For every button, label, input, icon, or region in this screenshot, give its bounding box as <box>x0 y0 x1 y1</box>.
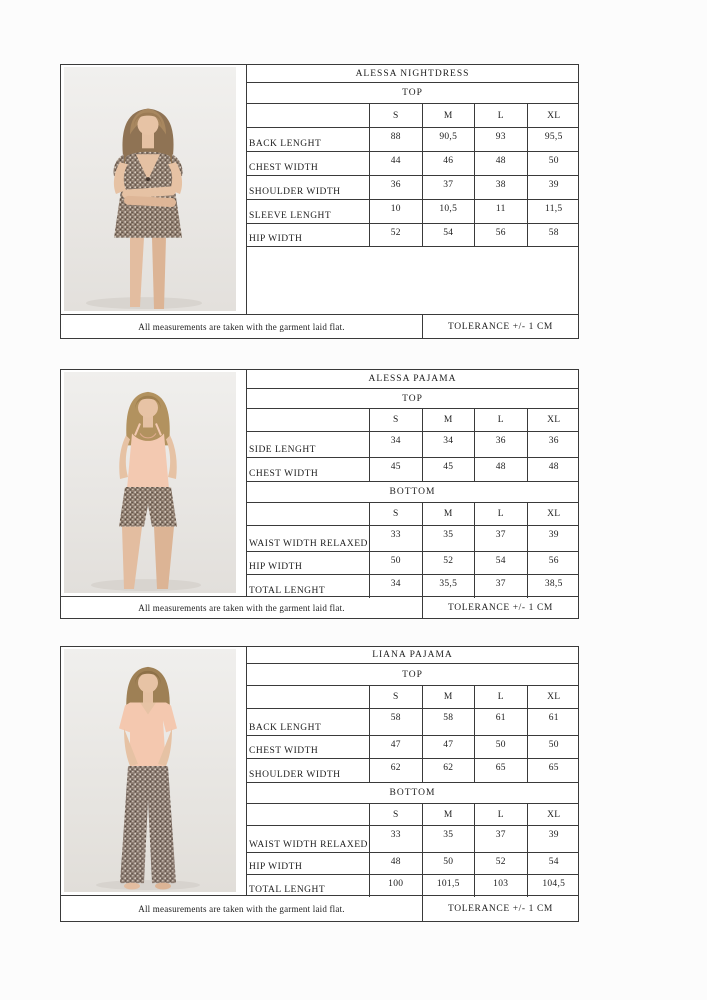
measurement-value: 36 <box>370 176 423 199</box>
size-header-cell: M <box>423 686 476 708</box>
measurement-value: 50 <box>475 736 528 758</box>
measurement-value: 50 <box>370 552 423 574</box>
measurement-value: 90,5 <box>423 128 476 151</box>
measurement-label: HIP WIDTH <box>247 853 370 874</box>
measurement-value: 38,5 <box>544 579 563 589</box>
measurement-value: 48 <box>370 853 423 874</box>
measurement-note: All measurements are taken with the garment laid flat. <box>61 896 423 921</box>
size-header-cell: XL <box>547 415 561 425</box>
photo-cell <box>61 647 247 895</box>
measurement-row <box>247 826 578 853</box>
measurement-label: WAIST WIDTH RELAXED <box>247 826 370 852</box>
measurement-value: 48 <box>475 458 528 481</box>
measurement-value: 38 <box>475 176 528 199</box>
size-header-cell: XL <box>547 509 561 519</box>
measurement-value: 10,5 <box>423 200 476 223</box>
measurement-value: 11 <box>475 200 528 223</box>
measurement-value: 58 <box>548 228 559 238</box>
measurement-label: SLEEVE LENGHT <box>247 200 370 223</box>
measurement-value: 36 <box>475 432 528 457</box>
measurement-value: 50 <box>548 156 559 166</box>
measurement-label: HIP WIDTH <box>247 552 370 574</box>
measurement-value: 48 <box>548 462 559 472</box>
measurement-value: 39 <box>548 830 559 840</box>
measurement-value: 37 <box>475 575 528 598</box>
size-header-empty-cell <box>247 503 370 525</box>
section-name: TOP <box>402 669 423 680</box>
measurement-value: 54 <box>423 224 476 246</box>
measurements-table <box>247 647 578 895</box>
measurement-value: 50 <box>548 740 559 750</box>
measurement-row <box>247 432 578 458</box>
measurement-value: 65 <box>548 763 559 773</box>
measurement-value: 52 <box>370 224 423 246</box>
pajama-pants-photo-illustration <box>64 649 236 892</box>
table-title: ALESSA PAJAMA <box>368 374 457 384</box>
nightdress-photo-illustration <box>64 67 236 311</box>
measurement-row <box>247 736 578 759</box>
measurement-value: 10 <box>370 200 423 223</box>
measurement-value: 48 <box>475 152 528 175</box>
measurement-value: 95,5 <box>544 132 563 142</box>
table-title-row <box>247 647 578 664</box>
table-footer <box>61 895 578 921</box>
measurements-table <box>247 370 578 596</box>
size-header-row <box>247 503 578 526</box>
measurement-value: 103 <box>475 875 528 897</box>
measurement-value: 88 <box>370 128 423 151</box>
size-header-empty-cell <box>247 409 370 431</box>
measurement-row <box>247 152 578 176</box>
section-name: BOTTOM <box>389 487 436 497</box>
section-bar-row <box>247 664 578 686</box>
measurement-value: 34 <box>423 432 476 457</box>
measurement-value: 44 <box>370 152 423 175</box>
measurement-value: 35 <box>423 526 476 551</box>
measurement-label: TOTAL LENGHT <box>247 875 370 897</box>
size-header-cell: M <box>423 503 476 525</box>
section-bar-row <box>247 389 578 409</box>
measurement-label: SIDE LENGHT <box>247 432 370 457</box>
measurement-label: SHOULDER WIDTH <box>247 176 370 199</box>
table-title-row <box>247 370 578 389</box>
table-title-row <box>247 65 578 83</box>
measurement-label: BACK LENGHT <box>247 128 370 151</box>
size-header-cell: L <box>475 503 528 525</box>
measurement-row <box>247 709 578 736</box>
tolerance-cell: TOLERANCE +/- 1 CM <box>448 602 553 613</box>
measurement-value: 35,5 <box>423 575 476 598</box>
measurement-value: 54 <box>548 857 559 867</box>
measurement-label: CHEST WIDTH <box>247 152 370 175</box>
size-header-cell: S <box>370 104 423 127</box>
table-title: ALESSA NIGHTDRESS <box>355 68 470 79</box>
measurement-value: 93 <box>475 128 528 151</box>
measurement-value: 33 <box>370 526 423 551</box>
tolerance-cell: TOLERANCE +/- 1 CM <box>448 321 553 332</box>
section-name: BOTTOM <box>389 788 436 798</box>
measurement-value: 36 <box>548 436 559 446</box>
measurement-value: 35 <box>423 826 476 852</box>
size-header-empty-cell <box>247 104 370 127</box>
measurement-value: 39 <box>548 530 559 540</box>
measurement-label: HIP WIDTH <box>247 224 370 246</box>
measurement-value: 58 <box>423 709 476 735</box>
measurement-value: 46 <box>423 152 476 175</box>
size-header-row <box>247 686 578 709</box>
measurement-label: BACK LENGHT <box>247 709 370 735</box>
section-bar-row <box>247 83 578 104</box>
measurement-value: 52 <box>423 552 476 574</box>
size-header-cell: S <box>370 686 423 708</box>
size-header-cell: XL <box>547 110 561 121</box>
size-header-cell: L <box>475 804 528 825</box>
table-title: LIANA PAJAMA <box>372 650 453 660</box>
section-name: TOP <box>402 88 423 98</box>
measurement-value: 11,5 <box>545 204 563 214</box>
measurement-value: 37 <box>475 826 528 852</box>
size-header-cell: L <box>475 686 528 708</box>
measurement-value: 47 <box>370 736 423 758</box>
size-header-cell: M <box>423 804 476 825</box>
measurement-value: 33 <box>370 826 423 852</box>
measurement-value: 47 <box>423 736 476 758</box>
size-header-row <box>247 409 578 432</box>
photo-cell <box>61 370 247 596</box>
section-bar-row <box>247 783 578 804</box>
measurement-value: 52 <box>475 853 528 874</box>
measurement-value: 34 <box>370 575 423 598</box>
measurement-note: All measurements are taken with the garment laid flat. <box>61 597 423 618</box>
size-header-row <box>247 104 578 128</box>
measurement-row <box>247 575 578 598</box>
measurement-value: 56 <box>475 224 528 246</box>
size-header-cell: S <box>370 503 423 525</box>
table-footer <box>61 314 578 338</box>
empty-spacer-row <box>247 247 578 316</box>
measurement-value: 37 <box>423 176 476 199</box>
measurement-value: 58 <box>370 709 423 735</box>
size-header-empty-cell <box>247 686 370 708</box>
size-header-cell: L <box>475 104 528 127</box>
photo-cell <box>61 65 247 314</box>
measurement-label: TOTAL LENGHT <box>247 575 370 598</box>
size-header-empty-cell <box>247 804 370 825</box>
section-name: TOP <box>402 393 423 404</box>
measurement-value: 45 <box>423 458 476 481</box>
measurement-label: WAIST WIDTH RELAXED <box>247 526 370 551</box>
measurement-value: 61 <box>548 713 559 723</box>
size-header-cell: S <box>370 804 423 825</box>
size-header-cell: M <box>423 409 476 431</box>
size-header-row <box>247 804 578 826</box>
measurement-row <box>247 458 578 482</box>
measurement-row <box>247 759 578 783</box>
model-photo-nightdress <box>64 67 236 311</box>
measurement-label: SHOULDER WIDTH <box>247 759 370 782</box>
measurement-value: 56 <box>548 556 559 566</box>
measurement-row <box>247 526 578 552</box>
measurement-label: CHEST WIDTH <box>247 736 370 758</box>
measurement-value: 34 <box>370 432 423 457</box>
measurement-value: 62 <box>423 759 476 782</box>
measurement-value: 39 <box>548 180 559 190</box>
measurement-value: 50 <box>423 853 476 874</box>
measurement-value: 100 <box>370 875 423 897</box>
section-bar-row <box>247 482 578 503</box>
pajama-shorts-photo-illustration <box>64 372 236 593</box>
size-header-cell: L <box>475 409 528 431</box>
measurement-value: 62 <box>370 759 423 782</box>
size-header-cell: XL <box>547 692 561 702</box>
size-chart-alessa-nightdress <box>60 64 579 339</box>
size-header-cell: S <box>370 409 423 431</box>
measurement-row <box>247 128 578 152</box>
size-header-cell: M <box>423 104 476 127</box>
measurement-value: 54 <box>475 552 528 574</box>
measurement-row <box>247 875 578 897</box>
measurement-row <box>247 853 578 875</box>
measurement-row <box>247 176 578 200</box>
measurement-note: All measurements are taken with the garment laid flat. <box>61 315 423 338</box>
measurement-value: 37 <box>475 526 528 551</box>
measurement-value: 101,5 <box>423 875 476 897</box>
measurement-value: 104,5 <box>542 879 566 889</box>
measurements-table <box>247 65 578 314</box>
measurement-value: 45 <box>370 458 423 481</box>
model-photo-pajama-pants <box>64 649 236 892</box>
size-chart-liana-pajama <box>60 646 579 922</box>
size-header-cell: XL <box>547 809 561 820</box>
measurement-value: 61 <box>475 709 528 735</box>
tolerance-cell: TOLERANCE +/- 1 CM <box>448 903 553 914</box>
measurement-row <box>247 552 578 575</box>
measurement-row <box>247 224 578 247</box>
size-chart-alessa-pajama <box>60 369 579 619</box>
table-footer <box>61 596 578 618</box>
model-photo-pajama-shorts <box>64 372 236 593</box>
measurement-label: CHEST WIDTH <box>247 458 370 481</box>
measurement-value: 65 <box>475 759 528 782</box>
measurement-row <box>247 200 578 224</box>
